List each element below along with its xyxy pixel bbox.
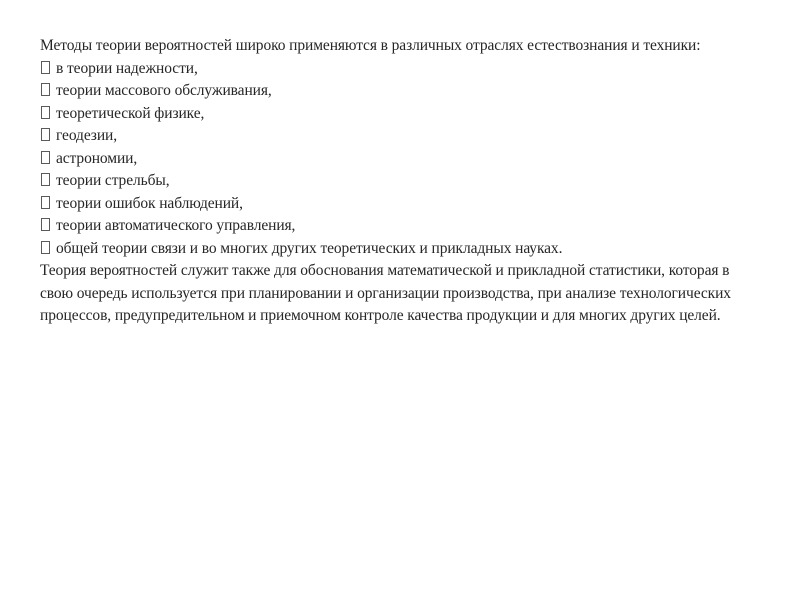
list-item-text: теории ошибок наблюдений,: [56, 194, 243, 212]
list-item-text: теории стрельбы,: [56, 172, 170, 189]
list-item: [40, 80, 760, 103]
missing-glyph-box-icon: [41, 83, 50, 96]
list-item-text: теоретической физике,: [56, 104, 205, 122]
list-item: [40, 170, 760, 193]
list-item-text: геодезии,: [56, 127, 117, 144]
list-item: [40, 193, 760, 216]
missing-glyph-box-icon: [41, 173, 50, 186]
list-item-text: теории автоматического управления,: [56, 217, 296, 234]
list-item-text: в теории надежности,: [56, 59, 198, 77]
list-item: [40, 215, 760, 238]
list-item-text: теории массового обслуживания,: [56, 82, 272, 99]
closing-paragraph: Теория вероятностей служит также для обоснования математической и прикладной статистики, которая в свою очередь используется при планировании и организации производства, при анализе технологических процессов, предупредительном и приемочном контроле качества продукции и для многих других целей.: [40, 262, 731, 324]
list-item: [40, 125, 760, 148]
missing-glyph-box-icon: [41, 151, 50, 164]
list-item-text: астрономии,: [56, 149, 138, 167]
list-item: [40, 238, 760, 261]
list-item-text: общей теории связи и во многих других теоретических и прикладных науках.: [56, 239, 563, 257]
list-item: [40, 103, 760, 126]
application-list: [40, 58, 760, 261]
missing-glyph-box-icon: [41, 61, 50, 74]
missing-glyph-box-icon: [41, 106, 50, 119]
intro-paragraph: Методы теории вероятностей широко применяются в различных отраслях естествознания и техники:: [40, 37, 701, 54]
list-item: [40, 58, 760, 81]
missing-glyph-box-icon: [41, 241, 50, 254]
missing-glyph-box-icon: [41, 196, 50, 209]
missing-glyph-box-icon: [41, 128, 50, 141]
text-body: [40, 35, 760, 328]
missing-glyph-box-icon: [41, 218, 50, 231]
list-item: [40, 148, 760, 171]
